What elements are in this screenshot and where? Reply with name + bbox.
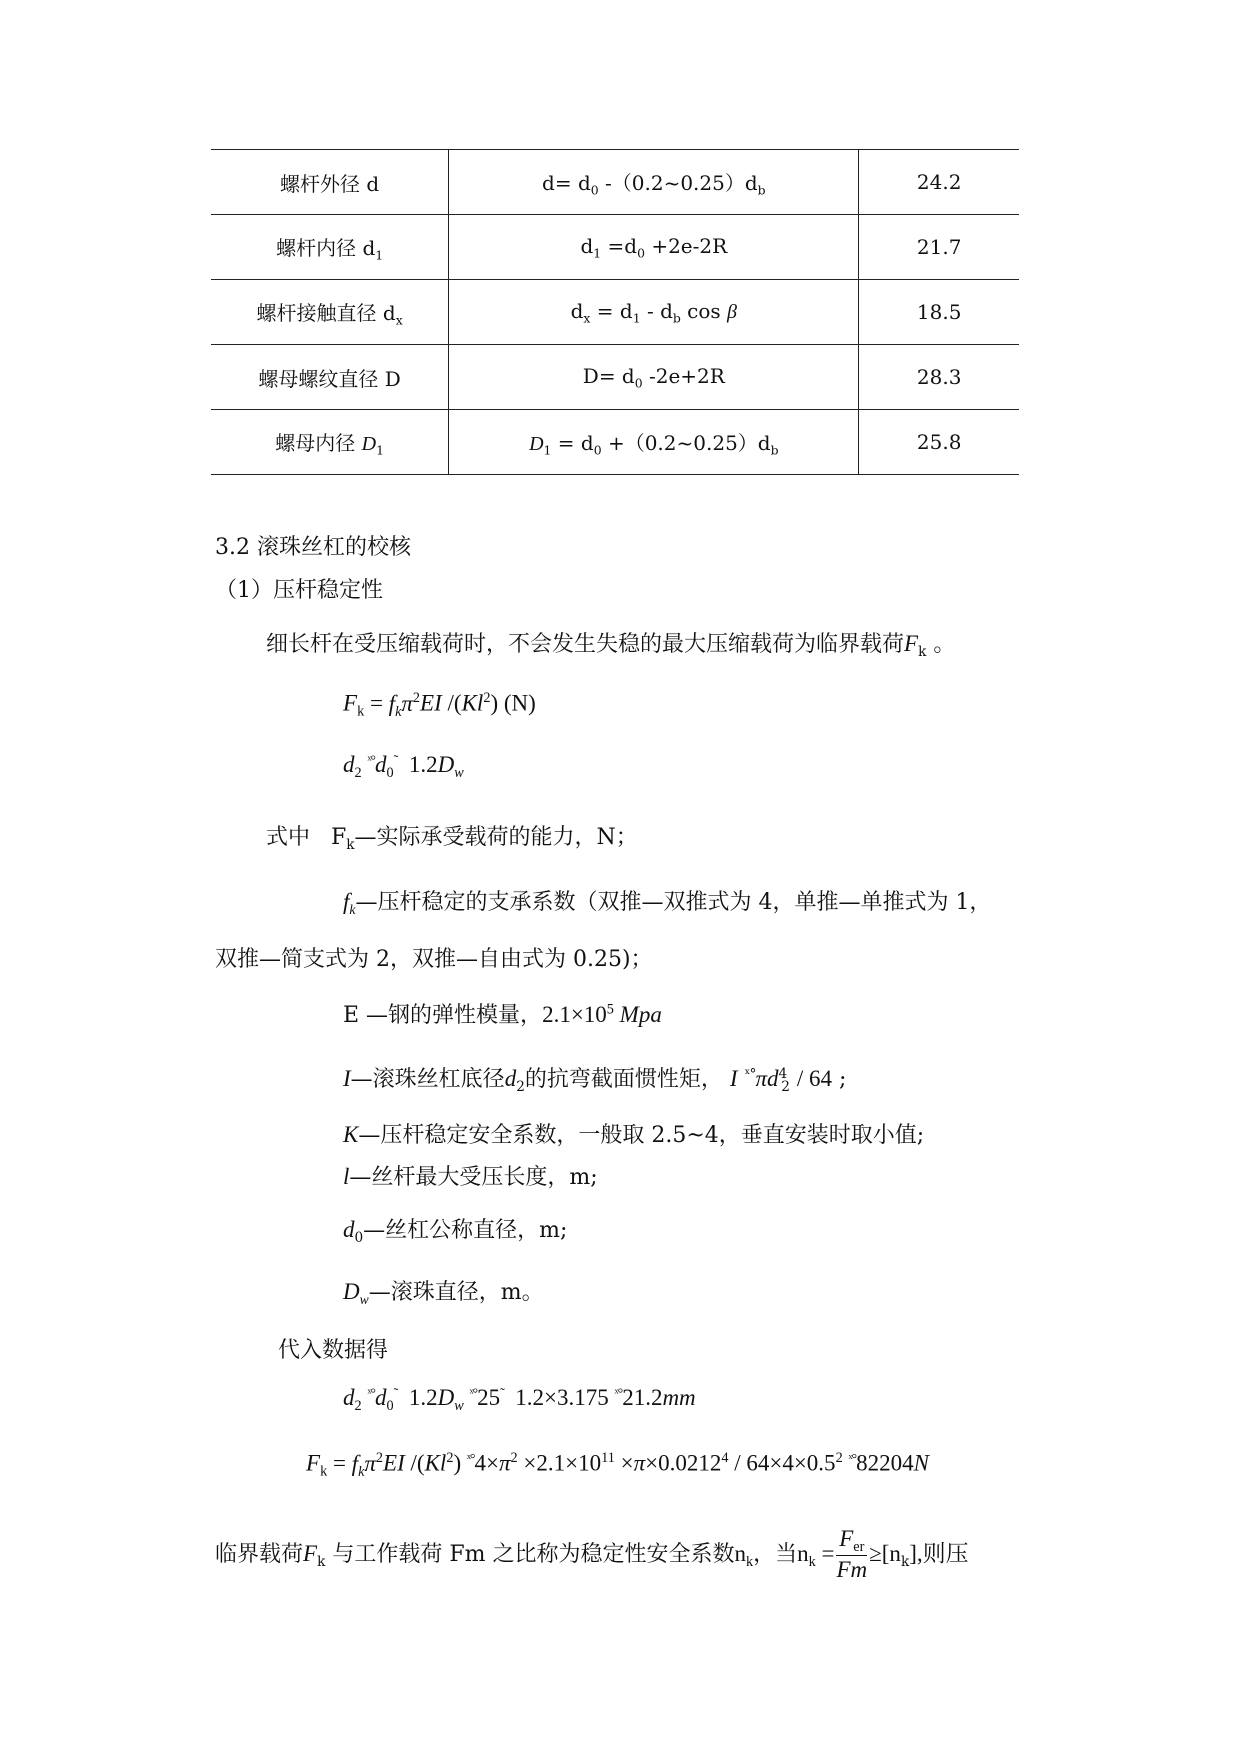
table-cell-formula: $d_1 =d_0 +2e-2R$ xyxy=(449,215,859,280)
table-cell-name: 螺杆外径 d xyxy=(211,150,449,215)
def-fk-small-text: —压杆稳定的支承系数（双推—双推式为 4，单推—单推式为 1， xyxy=(355,890,992,915)
def-I-tail: 的抗弯截面惯性矩， xyxy=(524,1067,723,1092)
table-cell-value: 18.5 xyxy=(859,280,1019,345)
last-line-c: ，当 xyxy=(753,1541,798,1567)
table-cell-formula: $D_1 = d_0$ $+(0.2\sim 0.25)d_b$ xyxy=(449,410,859,475)
table-row xyxy=(211,280,1019,345)
def-Dw-text: —滚珠直径，m。 xyxy=(368,1280,544,1305)
last-line-e: ],则压 xyxy=(909,1540,969,1566)
table-cell-formula: $d= d_0$ $-(0.2\sim 0.25)d_b$ xyxy=(449,150,859,215)
table-cell-value: 24.2 xyxy=(859,150,1019,215)
def-K: K—压杆稳定安全系数，一般取 2.5~4，垂直安装时取小值; xyxy=(343,1122,925,1148)
def-I: I—滚珠丝杠底径$d_2$的抗弯截面惯性矩， I $^{ˣ^\circ}\pi d^4_2 / 64$ ; xyxy=(343,1065,847,1095)
table-row xyxy=(211,345,1019,410)
parameter-table xyxy=(211,149,1019,475)
def-E-text: E —钢的弹性模量， xyxy=(343,1003,543,1028)
table-cell-value: 28.3 xyxy=(859,345,1019,410)
table-cell-name: 螺杆接触直径 $d_x$ xyxy=(211,280,449,345)
last-line-a: 临界载荷 xyxy=(215,1541,304,1567)
def-E: E —钢的弹性模量，$2.1\times 10^5$ Mpa xyxy=(343,1001,662,1028)
where-label: 式中 xyxy=(266,825,311,850)
def-l-text: —丝杆最大受压长度，m; xyxy=(349,1165,598,1190)
table-cell-formula: $D= d_0$ -2e+2R xyxy=(449,345,859,410)
def-fk: 式中 $F_k—$实际承受载荷的能力，N； xyxy=(266,825,638,853)
def-fk-small: $f_k—$压杆稳定的支承系数（双推—双推式为 4，单推—单推式为 1， xyxy=(343,889,992,917)
table-row xyxy=(211,410,1019,475)
table-row xyxy=(211,150,1019,215)
intro-paragraph: 细长杆在受压缩载荷时，不会发生失稳的最大压缩载荷为临界载荷$F_k$ 。 xyxy=(266,631,956,660)
last-line-d: ≥[n xyxy=(869,1540,901,1566)
calc-fk: $F_k = f_k\pi^2EI$ /(Kl$^2$) $^{ˣ^\circ}4\times\pi^2 \times 2.1\times 10^{11} \times\pi\times 0.0212^4 / 64\times 4\times 0.5^2$ $^{ˣ^\circ}$82204N xyxy=(306,1450,929,1480)
table-cell-name: 螺母螺纹直径 D xyxy=(211,345,449,410)
def-Dw: $D_w—$滚珠直径，m。 xyxy=(343,1279,544,1307)
table-cell-value: 25.8 xyxy=(859,410,1019,475)
table-row xyxy=(211,215,1019,280)
def-l: l—丝杆最大受压长度，m; xyxy=(343,1164,598,1190)
fraction-fer-fm: $\frac{F_{er}}{Fm}$ xyxy=(836,1526,868,1583)
formula-fk: $F_k = f_k\pi^2EI$ /(Kl$^2$) (N) xyxy=(343,690,536,720)
formula-d2: $d_2$ $^{ˣ^\circ}d_0^˜$ $1.2D_w$ xyxy=(343,752,464,781)
def-fk-text: —实际承受载荷的能力，N； xyxy=(354,825,638,850)
substitute-label: 代入数据得 xyxy=(278,1338,389,1363)
intro-text: 细长杆在受压缩载荷时，不会发生失稳的最大压缩载荷为临界载荷 xyxy=(266,632,905,657)
table-cell-value: 21.7 xyxy=(859,215,1019,280)
calc-d2: $d_2$ $^{ˣ^\circ}d_0^˜$ $1.2D_w$ $^{ˣ^\circ}$25˜ 1.2×3.175 $^{ˣ^\circ}$21.2mm xyxy=(343,1385,696,1414)
subsection-heading: （1）压杆稳定性 xyxy=(215,578,383,603)
def-I-text: —滚珠丝杠底径 xyxy=(350,1067,505,1092)
section-heading: 3.2 滚珠丝杠的校核 xyxy=(215,535,411,560)
def-K-text: —压杆稳定安全系数，一般取 2.5~4，垂直安装时取小值; xyxy=(358,1123,925,1148)
def-d0: $d_0—$丝杠公称直径，m; xyxy=(343,1217,568,1246)
def-fk-small-cont: 双推—简支式为 2，双推—自由式为 0.25)； xyxy=(215,947,653,972)
last-line-b: 与工作载荷 Fm 之比称为稳定性安全系数 xyxy=(332,1541,735,1567)
table-cell-name: 螺杆内径 $d_1$ xyxy=(211,215,449,280)
table-cell-formula: $d_x = d_1 - d_b$ cos β xyxy=(449,280,859,345)
def-d0-text: —丝杠公称直径，m; xyxy=(363,1218,568,1243)
table-cell-name: 螺母内径 $D_1$ xyxy=(211,410,449,475)
last-line: 临界载荷$F_k$ 与工作载荷 Fm 之比称为稳定性安全系数$n_k$，当$n_k$ = $\frac{F_{er}}{Fm}$ $\ge[n_k]$,则压 xyxy=(215,1526,969,1583)
